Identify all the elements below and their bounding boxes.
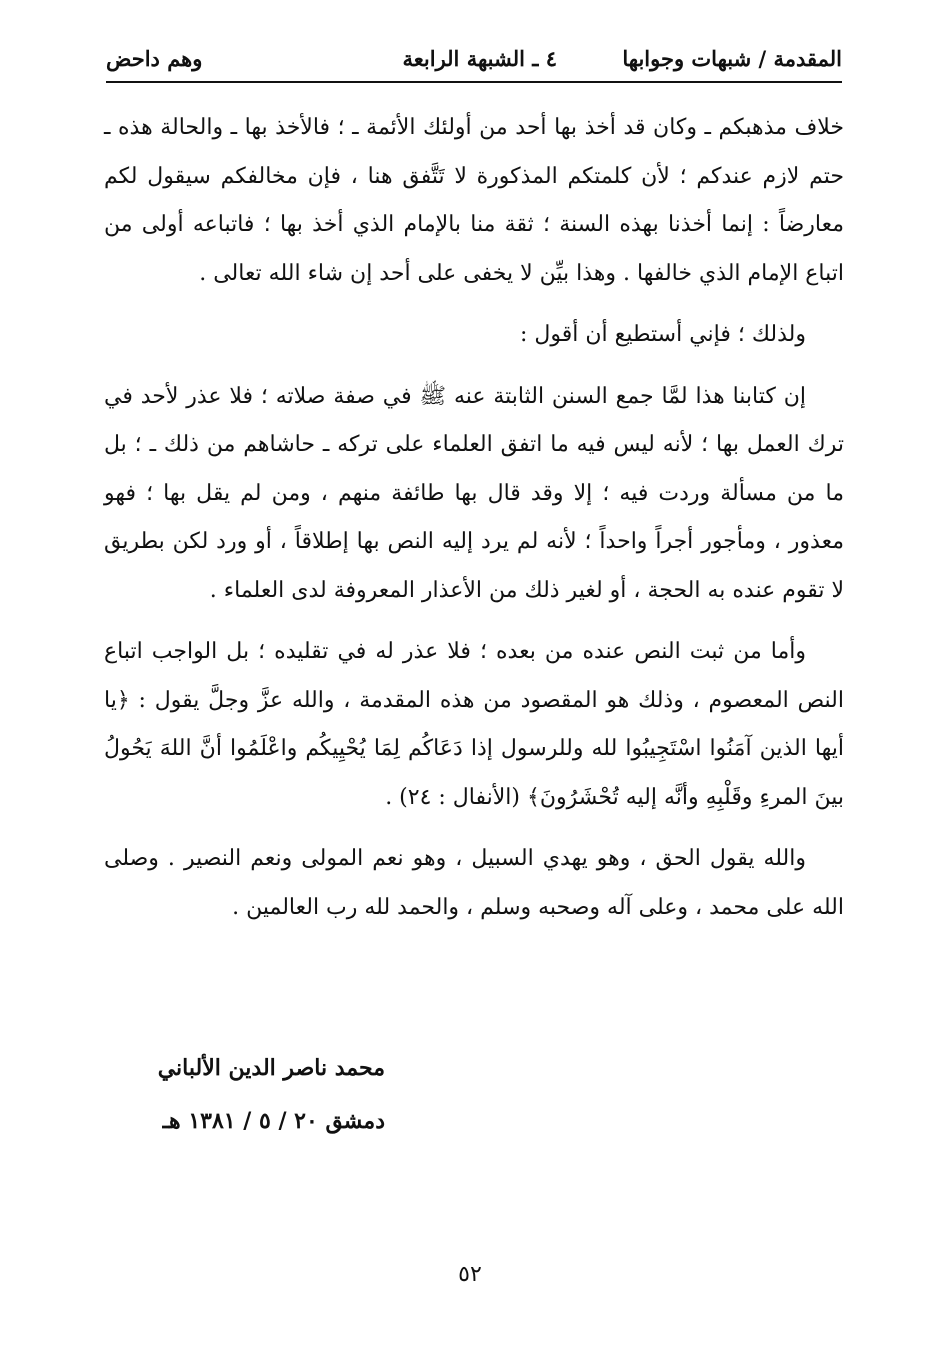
running-header (106, 46, 842, 78)
paragraph-3: إن كتابنا هذا لمَّا جمع السنن الثابتة عنه ﷺ في صفة صلاته ؛ فلا عذر لأحد في ترك العمل بها ؛ لأنه ليس فيه ما اتفق العلماء على تركه ـ حاشاهم من ذلك ـ ؛ بل ما من مسألة وردت فيه ؛ إلا وقد قال بها طائفة منهم ، ومن لم يقل بها ؛ فهو معذور ، ومأجور أجراً واحداً ؛ لأنه لم يرد إليه النص بها إطلاقاً ، أو ورد لكن بطريق لا تقوم عنده به الحجة ، أو لغير ذلك من الأعذار المعروفة لدى العلماء . (104, 383, 844, 603)
header-section-title: ٤ ـ الشبهة الرابعة (402, 46, 557, 71)
author-signature: محمد ناصر الدين الألباني (157, 1055, 385, 1081)
paragraph-2: ولذلك ؛ فإني أستطيع أن أقول : (520, 322, 806, 347)
page-number: ٥٢ (458, 1262, 482, 1287)
paragraph-4: وأما من ثبت النص عنده من بعده ؛ فلا عذر له في تقليده ؛ بل الواجب اتباع النص المعصوم ، وذلك هو المقصود من هذه المقدمة ، والله عزَّ وجلَّ يقول : ﴿يا أيها الذين آمَنُوا اسْتَجِيبُوا لله وللرسول إذا دَعَاكُم لِمَا يُحْيِيكُم واعْلَمُوا أنَّ اللهَ يَحُولُ بينَ المرءِ وقَلْبِهِ وأنَّه إليه تُحْشَرُونَ﴾ (الأنفال : ٢٤) . (104, 639, 844, 810)
header-divider (106, 81, 842, 83)
body-text (104, 104, 844, 932)
header-chapter-title: المقدمة / شبهات وجوابها (622, 46, 842, 71)
paragraph-1: خلاف مذهبكم ـ وكان قد أخذ بها أحد من أولئك الأئمة ـ ؛ فالأخذ بها ـ والحالة هذه ـ حتم لازم عندكم ؛ لأن كلمتكم المذكورة لا تَتَّفق هنا ، فإن مخالفكم سيقول لكم معارضاً : إنما أخذنا بهذه السنة ؛ ثقة منا بالإمام الذي أخذ بها ؛ فاتباعه أولى من اتباع الإمام الذي خالفها . وهذا بيِّن لا يخفى على أحد إن شاء الله تعالى . (104, 115, 844, 286)
paragraph-5: والله يقول الحق ، وهو يهدي السبيل ، وهو نعم المولى ونعم النصير . وصلى الله على محمد ، وعلى آله وصحبه وسلم ، والحمد لله رب العالمين . (104, 846, 844, 920)
header-topic-title: وهم داحض (106, 46, 203, 71)
signature-date: دمشق ٢٠ / ٥ / ١٣٨١ هـ (162, 1108, 385, 1134)
